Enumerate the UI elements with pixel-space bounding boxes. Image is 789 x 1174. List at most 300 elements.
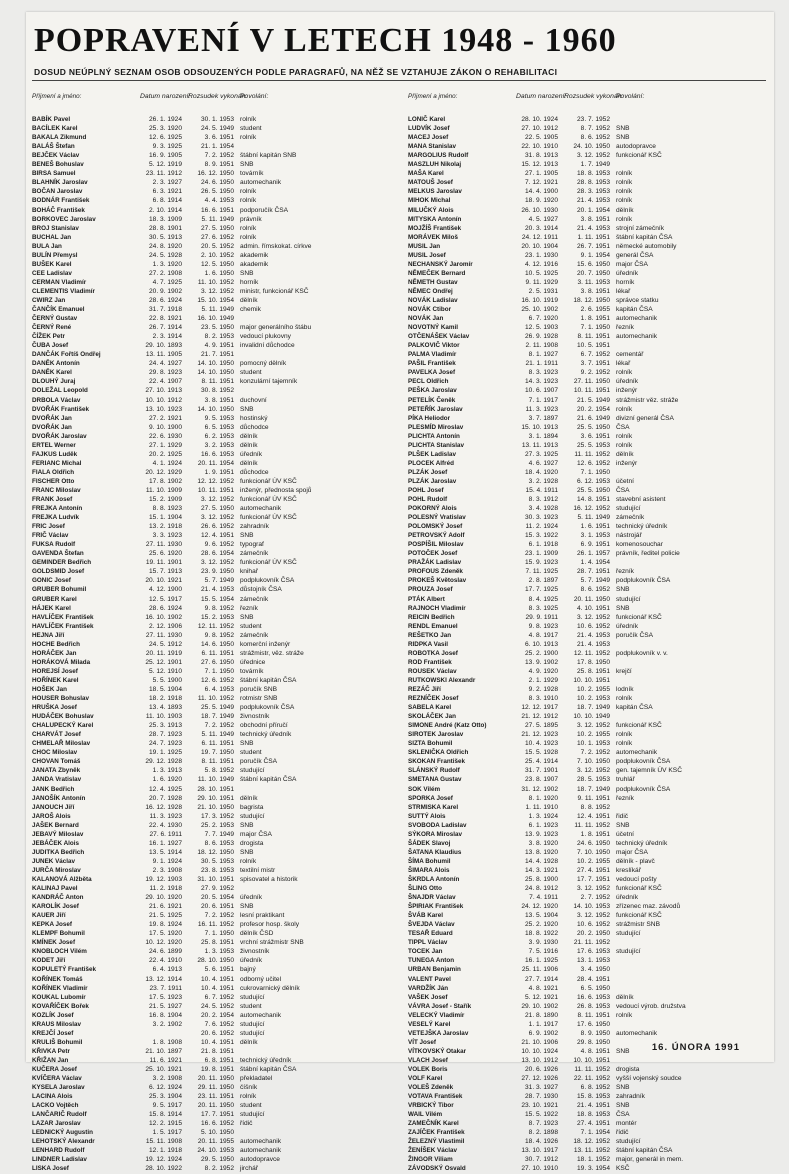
occupation: horník xyxy=(240,278,259,286)
birth-date: 2. 3. 1908 xyxy=(152,866,182,874)
person-name: SKLENIČKA Oldřich xyxy=(408,749,469,757)
table-row xyxy=(32,178,387,187)
table-row xyxy=(408,133,763,142)
occupation: úředník xyxy=(240,894,262,902)
birth-date: 20. 3. 1914 xyxy=(525,224,558,232)
person-name: ŠÁDEK Slavoj xyxy=(408,839,451,847)
occupation: řezník xyxy=(616,568,634,576)
person-name: JEBÁČEK Alois xyxy=(32,839,80,847)
birth-date: 17. 7. 1925 xyxy=(525,586,558,594)
occupation: rolník xyxy=(240,197,257,205)
occupation xyxy=(616,956,763,965)
occupation: vedoucí pošty xyxy=(616,875,657,883)
header-born: Datum narození: xyxy=(516,93,567,100)
person-name: KEPKA Josef xyxy=(32,921,73,929)
birth-date: 25. 6. 1920 xyxy=(149,550,182,558)
table-row xyxy=(32,975,387,984)
occupation: automechanik xyxy=(616,333,658,341)
occupation: funkcionář KSČ xyxy=(616,722,662,730)
person-name: ČERNÝ René xyxy=(32,324,72,332)
execution-date: 6. 9. 1951 xyxy=(580,541,610,549)
person-name: SÝKORA Miroslav xyxy=(408,830,463,838)
table-row xyxy=(408,622,763,631)
table-row xyxy=(408,875,763,884)
person-name: BLAHNÍK Jaroslav xyxy=(32,179,88,187)
occupation: technický úředník xyxy=(240,1056,292,1064)
occupation: podplukovník ČSA xyxy=(616,785,671,793)
birth-date: 27. 1. 1905 xyxy=(525,170,558,178)
execution-date: 3. 12. 1952 xyxy=(577,722,610,730)
person-name: ŠNAJDR Václav xyxy=(408,894,456,902)
table-row xyxy=(408,975,763,984)
execution-date: 17. 3. 1952 xyxy=(201,812,234,820)
occupation: rolník xyxy=(616,170,633,178)
table-row xyxy=(32,215,387,224)
execution-date: 28. 10. 1950 xyxy=(197,957,234,965)
occupation: právník, ředitel policie xyxy=(616,550,680,558)
birth-date: 18. 4. 1926 xyxy=(525,1138,558,1146)
table-row xyxy=(408,468,763,477)
occupation xyxy=(240,314,387,323)
table-row xyxy=(32,115,387,124)
table-row xyxy=(408,1002,763,1011)
occupation xyxy=(616,468,763,477)
execution-date: 28. 8. 1953 xyxy=(577,179,610,187)
execution-date: 3. 2. 1953 xyxy=(204,441,234,449)
person-name: KMÍNEK Josef xyxy=(32,939,76,947)
table-row xyxy=(408,640,763,649)
execution-date: 17. 7. 1951 xyxy=(577,875,610,883)
execution-date: 7. 1. 1950 xyxy=(204,930,234,938)
occupation: lodník xyxy=(616,686,634,693)
table-row xyxy=(32,477,387,486)
person-name: HUDÁČEK Bohuslav xyxy=(32,713,94,721)
birth-date: 25. 2. 1920 xyxy=(525,921,558,929)
table-row xyxy=(32,1038,387,1047)
birth-date: 19. 12. 1903 xyxy=(145,875,182,883)
execution-date: 10. 11. 1951 xyxy=(197,486,234,494)
execution-date: 16. 6. 1952 xyxy=(201,1120,234,1128)
table-row xyxy=(32,875,387,884)
occupation: rolník xyxy=(616,740,633,748)
table-row xyxy=(32,531,387,540)
person-name: MAŠA Karel xyxy=(408,170,444,178)
birth-date: 13. 12. 1914 xyxy=(145,975,182,983)
execution-date: 24. 5. 1949 xyxy=(201,125,234,133)
execution-date: 29. 5. 1950 xyxy=(201,1156,234,1164)
execution-date: 20. 11. 1950 xyxy=(197,1075,234,1083)
execution-date: 26. 6. 1952 xyxy=(201,523,234,531)
table-row xyxy=(408,694,763,703)
execution-date: 21. 4. 1953 xyxy=(201,586,234,594)
table-row xyxy=(408,604,763,613)
occupation: SNB xyxy=(240,532,254,540)
occupation: podplukovník ČSA xyxy=(240,704,295,712)
birth-date: 6. 4. 1913 xyxy=(152,966,182,974)
birth-date: 31. 8. 1913 xyxy=(525,152,558,160)
occupation: rolník xyxy=(616,731,633,739)
occupation: technický úředník xyxy=(616,523,668,531)
birth-date: 13. 4. 1893 xyxy=(149,704,182,712)
birth-date: 6. 12. 1924 xyxy=(149,1084,182,1092)
execution-date: 8. 11. 1951 xyxy=(577,333,610,341)
table-row xyxy=(408,531,763,540)
person-name: JAŠEK Bernard xyxy=(32,821,79,829)
table-row xyxy=(32,368,387,377)
person-name: POTOČEK Josef xyxy=(408,550,458,558)
occupation xyxy=(616,1020,763,1029)
table-row xyxy=(408,766,763,775)
person-name: NĚMEČEK Bernard xyxy=(408,269,466,277)
birth-date: 15. 12. 1913 xyxy=(521,161,558,169)
person-name: HOUSER Bohuslav xyxy=(32,695,90,703)
publication-date: 16. ÚNORA 1991 xyxy=(651,1042,740,1053)
birth-date: 16. 10. 1902 xyxy=(145,613,182,621)
execution-date: 9. 1. 1954 xyxy=(580,251,610,259)
execution-date: 8. 6. 1952 xyxy=(580,134,610,142)
execution-date: 4. 8. 1951 xyxy=(580,1047,610,1055)
occupation: autodopravce xyxy=(616,143,656,151)
birth-date: 15. 8. 1914 xyxy=(149,1111,182,1119)
execution-date: 9. 8. 1952 xyxy=(204,631,234,639)
execution-date: 16. 12. 1950 xyxy=(197,170,234,178)
occupation: zahradník xyxy=(616,1093,645,1101)
birth-date: 18. 5. 1904 xyxy=(149,686,182,693)
occupation: funkcionář ÚV KSČ xyxy=(240,514,297,522)
birth-date: 1. 3. 1920 xyxy=(152,260,182,268)
table-row xyxy=(408,775,763,784)
person-name: CHALUPECKÝ Karel xyxy=(32,722,94,730)
person-name: BOHÁČ František xyxy=(32,206,85,214)
person-name: VALENT Pavel xyxy=(408,975,451,983)
occupation: drogista xyxy=(616,1065,640,1073)
table-row xyxy=(32,540,387,549)
occupation: pomocný dělník xyxy=(240,360,287,368)
table-row xyxy=(408,206,763,215)
occupation: rolník xyxy=(240,224,257,232)
person-name: NOVÁK Jan xyxy=(408,315,444,323)
birth-date: 16. 8. 1904 xyxy=(149,1011,182,1019)
table-row xyxy=(408,757,763,766)
occupation: vedoucí výrob. družstva xyxy=(616,1002,686,1010)
table-row xyxy=(32,667,387,676)
table-row xyxy=(32,649,387,658)
birth-date: 21. 12. 1923 xyxy=(521,731,558,739)
execution-date: 24. 5. 1952 xyxy=(201,1002,234,1010)
execution-date: 19. 3. 1954 xyxy=(577,1165,610,1173)
person-name: VELECKÝ Vladimír xyxy=(408,1011,465,1019)
birth-date: 13. 2. 1918 xyxy=(149,523,182,531)
person-name: OTČENÁŠEK Václav xyxy=(408,333,470,341)
table-row xyxy=(32,595,387,604)
column-headers xyxy=(408,92,763,101)
execution-date: 6. 11. 1951 xyxy=(201,649,234,657)
birth-date: 24. 7. 1923 xyxy=(149,740,182,748)
person-name: ERTEL Werner xyxy=(32,441,76,449)
execution-date: 28. 4. 1951 xyxy=(577,975,610,983)
occupation: KSČ xyxy=(616,1165,630,1173)
person-name: KŘIŽAN Jan xyxy=(32,1056,69,1064)
birth-date: 29. 8. 1923 xyxy=(149,369,182,377)
person-name: BOČAN Jaroslav xyxy=(32,188,83,196)
person-name: ROD František xyxy=(408,658,452,666)
occupation xyxy=(240,142,387,151)
birth-date: 25. 11. 1906 xyxy=(521,966,558,974)
execution-date: 21. 5. 1949 xyxy=(577,396,610,404)
person-name: DVOŘÁK Jan xyxy=(32,414,72,422)
table-row xyxy=(32,576,387,585)
person-name: KLEMPF Bohumil xyxy=(32,930,85,938)
table-row xyxy=(32,187,387,196)
birth-date: 5. 12. 1921 xyxy=(525,993,558,1001)
execution-date: 27. 6. 1950 xyxy=(201,658,234,666)
birth-date: 23. 7. 1911 xyxy=(149,984,182,992)
table-row xyxy=(32,251,387,260)
person-name: NĚMETH Gustav xyxy=(408,278,458,286)
execution-date: 14. 10. 1950 xyxy=(197,369,234,377)
execution-date: 24. 10. 1953 xyxy=(197,1147,234,1155)
birth-date: 20. 10. 1921 xyxy=(145,577,182,585)
person-name: PRAŽÁK Ladislav xyxy=(408,559,462,567)
table-row xyxy=(32,269,387,278)
occupation: ČSA xyxy=(616,486,630,494)
birth-date: 30. 7. 1912 xyxy=(525,1156,558,1164)
execution-date: 4. 9. 1951 xyxy=(204,342,234,350)
person-name: ČERNÝ Gustav xyxy=(32,315,78,323)
execution-date: 3. 12. 1952 xyxy=(577,613,610,621)
table-row xyxy=(408,595,763,604)
person-name: KAROLÍK Josef xyxy=(32,903,79,911)
execution-date: 10. 2. 1953 xyxy=(577,695,610,703)
occupation: funkcionář ÚV KSČ xyxy=(240,477,297,485)
birth-date: 15. 9. 1923 xyxy=(525,559,558,567)
person-name: KOŘÍNEK Tomáš xyxy=(32,975,83,983)
birth-date: 9. 1. 1924 xyxy=(152,857,182,865)
occupation xyxy=(616,341,763,350)
execution-date: 3. 12. 1952 xyxy=(577,885,610,893)
execution-date: 25. 5. 1950 xyxy=(577,486,610,494)
execution-date: 20. 11. 1950 xyxy=(573,595,610,603)
birth-date: 27. 10. 1913 xyxy=(145,387,182,395)
table-row xyxy=(408,278,763,287)
table-row xyxy=(32,242,387,251)
occupation: dělník xyxy=(240,794,258,802)
person-name: GOLDSMID Josef xyxy=(32,568,85,576)
person-name: SUTTÝ Alois xyxy=(408,812,446,820)
birth-date: 4. 1. 1924 xyxy=(152,459,182,467)
execution-date: 31. 10. 1951 xyxy=(197,875,234,883)
person-name: JANOUCH Jiří xyxy=(32,803,75,811)
person-name: SIZTA Bohumil xyxy=(408,740,453,748)
execution-date: 3. 12. 1952 xyxy=(577,912,610,920)
person-name: KOPULETÝ František xyxy=(32,966,97,974)
table-row xyxy=(32,739,387,748)
person-name: KAUER Jiří xyxy=(32,912,66,920)
execution-date: 6. 7. 1952 xyxy=(580,351,610,359)
occupation: dělník ČSD xyxy=(240,930,274,938)
person-name: POHL Josef xyxy=(408,486,444,494)
birth-date: 20. 7. 1928 xyxy=(149,794,182,802)
table-row xyxy=(408,857,763,866)
execution-date: 1. 11. 1951 xyxy=(577,233,610,241)
table-row xyxy=(32,685,387,694)
birth-date: 27. 10. 1910 xyxy=(521,1165,558,1173)
occupation: překladatel xyxy=(240,1075,273,1083)
table-row xyxy=(408,785,763,794)
execution-date: 30. 5. 1953 xyxy=(201,857,234,865)
execution-date: 3. 6. 1951 xyxy=(580,432,610,440)
occupation: major generálního štábu xyxy=(240,324,312,332)
execution-date: 23. 11. 1951 xyxy=(197,1093,234,1101)
table-row xyxy=(408,567,763,576)
table-row xyxy=(32,522,387,531)
person-name: VETEJŠKA Jaroslav xyxy=(408,1029,469,1037)
execution-date: 7. 2. 1952 xyxy=(204,722,234,730)
table-row xyxy=(32,893,387,902)
table-row xyxy=(408,1101,763,1110)
execution-date: 14. 6. 1950 xyxy=(201,640,234,648)
occupation: dělník xyxy=(240,1038,258,1046)
table-row xyxy=(408,1056,763,1065)
occupation: funkcionář ÚV KSČ xyxy=(240,496,297,504)
occupation: rolník xyxy=(616,369,633,377)
person-name: JURČA Miroslav xyxy=(32,866,81,874)
person-name: PAVELKA Josef xyxy=(408,369,456,377)
table-row xyxy=(408,1065,763,1074)
occupation: rolník xyxy=(616,179,633,187)
table-row xyxy=(408,386,763,395)
table-row xyxy=(32,1155,387,1164)
person-name: SKOLÁČEK Jan xyxy=(408,713,456,721)
table-row xyxy=(408,549,763,558)
occupation: lékař xyxy=(616,360,631,368)
occupation xyxy=(616,676,763,685)
person-name: FREJKA Antonín xyxy=(32,505,83,513)
person-name: POLOMSKÝ Josef xyxy=(408,523,463,531)
table-row xyxy=(408,830,763,839)
person-name: HORÁČEK Jan xyxy=(32,649,77,657)
occupation: SNB xyxy=(616,1084,630,1092)
birth-date: 27. 6. 1911 xyxy=(149,830,182,838)
occupation: dělník xyxy=(240,441,258,449)
occupation: SNB xyxy=(240,903,254,911)
person-name: VÁVRA Josef - Stařík xyxy=(408,1002,472,1010)
occupation: rolník xyxy=(616,197,633,205)
execution-date: 7. 2. 1952 xyxy=(204,912,234,920)
birth-date: 1. 8. 1908 xyxy=(152,1038,182,1046)
header-divider xyxy=(32,80,766,81)
person-name: BULÍN Přemysl xyxy=(32,251,78,259)
execution-date: 16. 6. 1953 xyxy=(201,450,234,458)
person-name: RAJNOCH Vladimír xyxy=(408,604,466,612)
birth-date: 10. 10. 1912 xyxy=(145,396,182,404)
occupation: rolník xyxy=(616,432,633,440)
birth-date: 21. 5. 1925 xyxy=(149,912,182,920)
person-name: JANATA Zbyněk xyxy=(32,767,81,775)
table-row xyxy=(408,350,763,359)
execution-date: 30. 1. 1953 xyxy=(201,116,234,124)
execution-date: 1. 6. 1950 xyxy=(204,269,234,277)
execution-date: 8. 9. 1951 xyxy=(204,161,234,169)
birth-date: 15. 4. 1911 xyxy=(525,486,558,494)
person-name: MACEJ Josef xyxy=(408,134,449,142)
person-name: KODET Jiří xyxy=(32,957,66,965)
birth-date: 3. 1. 1894 xyxy=(528,432,558,440)
occupation: studující xyxy=(616,1138,641,1146)
execution-date: 1. 8. 1951 xyxy=(580,315,610,323)
birth-date: 25. 12. 1901 xyxy=(145,658,182,666)
occupation: živnostník xyxy=(240,713,270,721)
person-name: PTÁK Albert xyxy=(408,595,445,603)
birth-date: 12. 1. 1918 xyxy=(149,1147,182,1155)
table-row xyxy=(32,1164,387,1173)
table-row xyxy=(408,1110,763,1119)
header-born: Datum narození: xyxy=(140,93,191,100)
execution-date: 16. 10. 1949 xyxy=(197,315,234,323)
person-name: VÍTKOVSKÝ Otakar xyxy=(408,1047,467,1055)
birth-date: 3. 2. 1902 xyxy=(152,1020,182,1028)
birth-date: 27. 5. 1895 xyxy=(525,722,558,730)
execution-date: 3. 12. 1952 xyxy=(577,767,610,775)
occupation: štábní kapitán ČSA xyxy=(240,1065,297,1073)
person-name: MITYSKA Antonín xyxy=(408,215,462,223)
birth-date: 31. 3. 1927 xyxy=(525,1084,558,1092)
table-row xyxy=(408,658,763,667)
execution-date: 20. 2. 1954 xyxy=(201,1011,234,1019)
table-row xyxy=(408,911,763,920)
table-row xyxy=(32,775,387,784)
execution-date: 24. 6. 1950 xyxy=(201,179,234,187)
execution-date: 9. 11. 1951 xyxy=(577,794,610,802)
person-name: VARDŽÍK Ján xyxy=(408,984,449,992)
execution-date: 24. 10. 1950 xyxy=(573,143,610,151)
occupation: SNB xyxy=(616,134,630,142)
execution-date: 26. 7. 1951 xyxy=(577,242,610,250)
execution-date: 25. 5. 1953 xyxy=(577,441,610,449)
table-row xyxy=(32,1092,387,1101)
table-row xyxy=(408,984,763,993)
person-name: MORÁVEK Miloš xyxy=(408,233,459,241)
execution-date: 6. 5. 1953 xyxy=(204,423,234,431)
occupation: studující xyxy=(240,767,265,775)
table-row xyxy=(32,350,387,359)
execution-date: 21. 4. 1953 xyxy=(577,197,610,205)
occupation: zámečník xyxy=(616,514,645,522)
occupation: SNB xyxy=(240,613,254,621)
occupation: dělník xyxy=(240,296,258,304)
table-row xyxy=(408,459,763,468)
occupation: SNB xyxy=(616,821,630,829)
person-name: GAVENDA Štefan xyxy=(32,550,84,558)
occupation: automechanik xyxy=(616,315,658,323)
birth-date: 24. 12. 1920 xyxy=(521,903,558,911)
birth-date: 12. 12. 1917 xyxy=(521,704,558,712)
occupation: komerční inženýr xyxy=(240,640,291,648)
table-row xyxy=(32,884,387,893)
occupation: montér xyxy=(616,1120,637,1128)
execution-date: 10. 10. 1951 xyxy=(573,1056,610,1064)
person-name: PAŠIL František xyxy=(408,360,456,368)
table-row xyxy=(32,558,387,567)
birth-date: 25. 8. 1900 xyxy=(525,875,558,883)
birth-date: 3. 2. 1908 xyxy=(152,1075,182,1083)
birth-date: 19. 11. 1901 xyxy=(145,559,182,567)
birth-date: 28. 7. 1923 xyxy=(149,731,182,739)
document-sheet xyxy=(26,12,774,1173)
execution-date: 30. 8. 1952 xyxy=(201,387,234,395)
table-row xyxy=(32,341,387,350)
execution-date: 6. 8. 1952 xyxy=(580,1084,610,1092)
